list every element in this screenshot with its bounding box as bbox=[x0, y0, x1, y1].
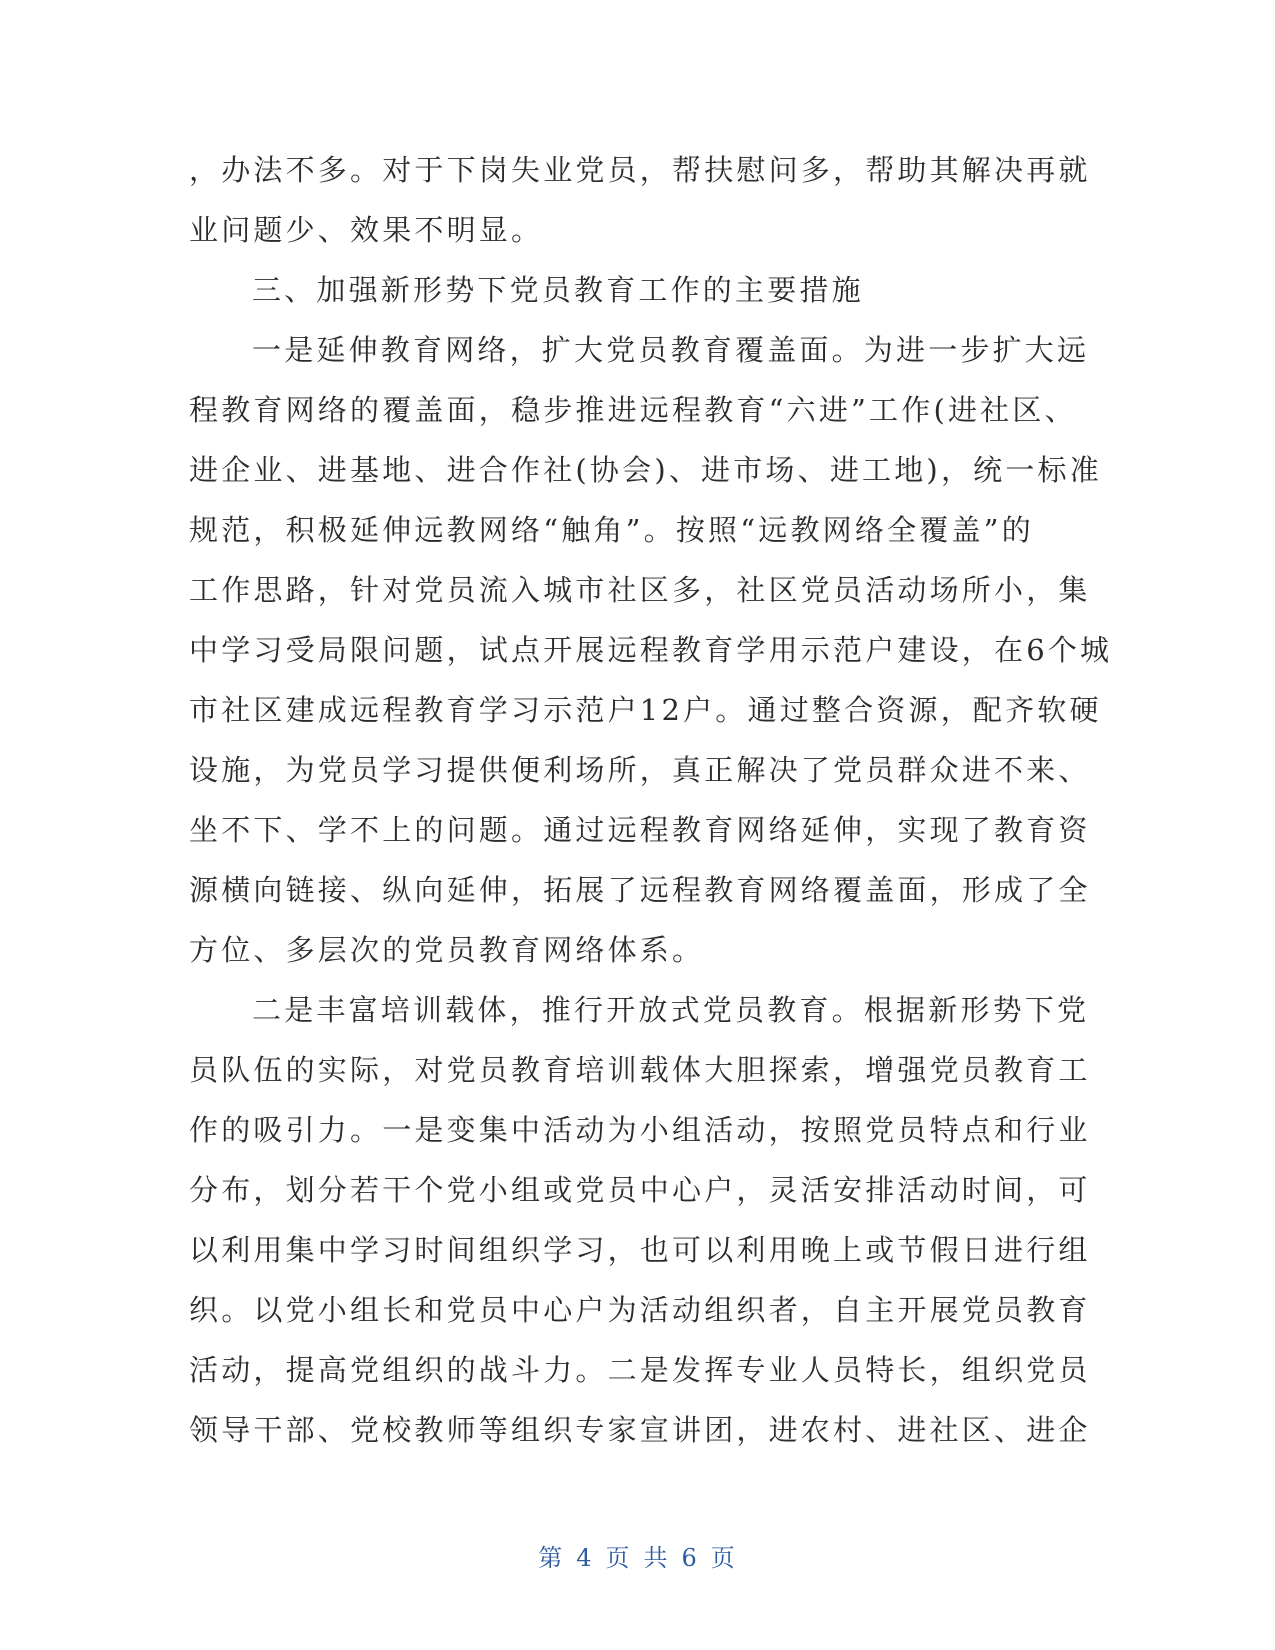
text-line: 市社区建成远程教育学习示范户12户。通过整合资源，配齐软硬 bbox=[189, 693, 1102, 727]
text-line: 活动，提高党组织的战斗力。二是发挥专业人员特长，组织党员 bbox=[189, 1353, 1091, 1387]
footer-page-word: 页 bbox=[605, 1544, 632, 1572]
text-line: 程教育网络的覆盖面，稳步推进远程教育“六进”工作(进社区、 bbox=[189, 393, 1077, 427]
text-line: 设施，为党员学习提供便利场所，真正解决了党员群众进不来、 bbox=[189, 753, 1091, 787]
text-line: 方位、多层次的党员教育网络体系。 bbox=[189, 933, 705, 967]
section-heading: 三、加强新形势下党员教育工作的主要措施 bbox=[252, 273, 864, 307]
text-line: 进企业、进基地、进合作社(协会)、进市场、进工地)，统一标准 bbox=[189, 453, 1102, 487]
text-line: 分布，划分若干个党小组或党员中心户，灵活安排活动时间，可 bbox=[189, 1173, 1091, 1207]
text-line: 坐不下、学不上的问题。通过远程教育网络延伸，实现了教育资 bbox=[189, 813, 1091, 847]
text-line: 中学习受局限问题，试点开展远程教育学用示范户建设，在6个城 bbox=[189, 633, 1113, 667]
footer-prefix: 第 bbox=[538, 1544, 565, 1572]
text-line: 规范，积极延伸远教网络“触角”。按照“远教网络全覆盖”的 bbox=[189, 513, 1034, 547]
text-line: 员队伍的实际，对党员教育培训载体大胆探索，增强党员教育工 bbox=[189, 1053, 1091, 1087]
text-line: ，办法不多。对于下岗失业党员，帮扶慰问多，帮助其解决再就 bbox=[189, 153, 1091, 187]
text-line: 业问题少、效果不明显。 bbox=[189, 213, 544, 247]
text-line: 工作思路，针对党员流入城市社区多，社区党员活动场所小，集 bbox=[189, 573, 1091, 607]
footer-total-word: 共 bbox=[643, 1544, 670, 1572]
total-page-number: 6 bbox=[681, 1544, 699, 1572]
paragraph-start-line: 一是延伸教育网络，扩大党员教育覆盖面。为进一步扩大远 bbox=[252, 333, 1090, 367]
text-line: 源横向链接、纵向延伸，拓展了远程教育网络覆盖面，形成了全 bbox=[189, 873, 1091, 907]
paragraph-start-line: 二是丰富培训载体，推行开放式党员教育。根据新形势下党 bbox=[252, 993, 1090, 1027]
text-line: 领导干部、党校教师等组织专家宣讲团，进农村、进社区、进企 bbox=[189, 1413, 1091, 1447]
text-line: 以利用集中学习时间组织学习，也可以利用晚上或节假日进行组 bbox=[189, 1233, 1091, 1267]
text-line: 织。以党小组长和党员中心户为活动组织者，自主开展党员教育 bbox=[189, 1293, 1091, 1327]
text-line: 作的吸引力。一是变集中活动为小组活动，按照党员特点和行业 bbox=[189, 1113, 1091, 1147]
document-body bbox=[189, 140, 1113, 1460]
page-footer bbox=[0, 1538, 1275, 1573]
footer-suffix: 页 bbox=[710, 1544, 737, 1572]
current-page-number: 4 bbox=[576, 1544, 594, 1572]
